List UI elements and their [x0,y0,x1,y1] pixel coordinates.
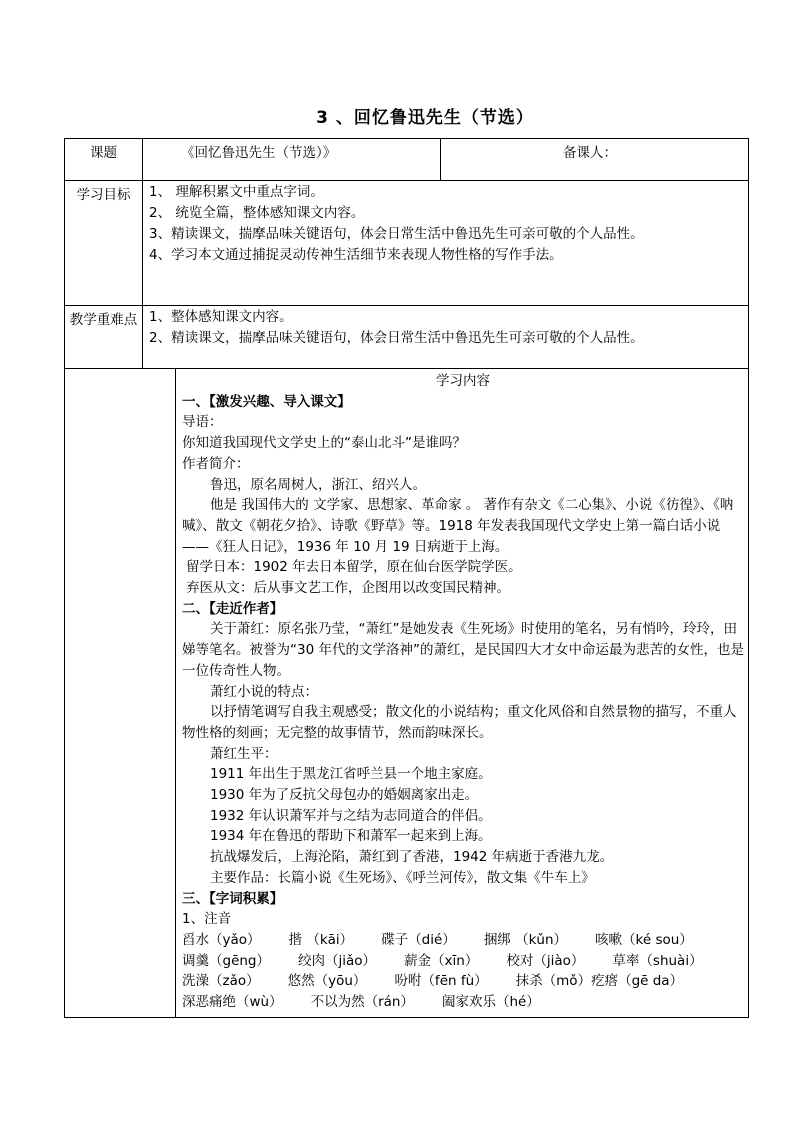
author-paragraph: 弃医从文：后从事文艺工作，企图用以改变国民精神。 [186,580,510,597]
lead-label: 导语： [182,414,223,431]
pinyin-item: 揩 （kāi） [288,931,354,948]
topic-value: 《回忆鲁迅先生（节选）》 [143,139,441,181]
life-item: 1930 年为了反抗父母包办的婚姻离家出走。 [210,787,479,804]
pinyin-item: 薪金（xīn） [404,952,479,969]
pinyin-item: 悠然（yōu） [287,973,367,990]
focus-item: 1、整体感知课文内容。 [149,309,293,325]
pinyin-item: 校对（jiào） [506,952,585,969]
pinyin-item: 绞肉（jiǎo） [298,952,377,969]
lead-question: 你知道我国现代文学史上的“泰山北斗”是谁吗？ [182,435,466,452]
pinyin-row [182,951,744,972]
goal-item: 4、学习本文通过捕捉灵动传神生活细节来表现人物性格的写作手法。 [149,247,563,263]
xiaohong-features-label: 萧红小说的特点： [210,683,318,700]
author-paragraph: 鲁迅，原名周树人，浙江、绍兴人。 [210,476,426,493]
xiaohong-features: 以抒情笔调写自我主观感受；散文化的小说结构；重文化风俗和自然景物的描写，不重人物性格的刻画；无完整的故事情节，然而韵味深长。 [182,704,737,741]
focus-item: 2、精读课文，揣摩品味关键语句，体会日常生活中鲁迅先生可亲可敬的个人品性。 [149,330,644,346]
focus-label: 教学重难点 [65,306,143,369]
pinyin-item: 碟子（dié） [381,931,456,948]
life-item: 1932 年认识萧军并与之结为志同道合的伴侣。 [210,807,492,824]
life-item: 1911 年出生于黑龙江省呼兰县一个地主家庭。 [210,766,492,783]
pinyin-row [182,971,744,992]
pinyin-item: 深恶痛绝（wù） [182,994,283,1011]
author-label: 作者简介： [182,455,250,472]
author-paragraph: 留学日本：1902 年去日本留学，原在仙台医学院学医。 [186,559,522,576]
left-margin-cell [65,369,176,1018]
topic-label: 课题 [65,139,143,181]
pinyin-item: 抹杀（mǒ）疙瘩（gē da） [515,973,684,990]
pinyin-label: 1、注音 [182,911,232,928]
lesson-plan-table [64,138,749,1018]
pinyin-row [182,992,744,1013]
pinyin-item: 不以为然（rán） [310,994,414,1011]
pinyin-item: 舀水（yǎo） [182,931,261,948]
page-title: 3 、回忆鲁迅先生（节选） [316,108,534,128]
goal-item: 1、 理解积累文中重点字词。 [149,184,324,200]
goals-label: 学习目标 [65,181,143,306]
goals-list [143,181,749,306]
pinyin-item: 草率（shuài） [612,952,703,969]
author-paragraph: 他是 我国伟大的 文学家、思想家、革命家 。 著作有杂文《二心集》、小说《彷徨》、《呐喊》、散文《朝花夕拾》、诗歌《野草》等。1918 年发表我国现代文学史上第一篇白话小说——《狂人日记》，1936 年 10 月 19 日病逝于上海。 [182,497,734,555]
pinyin-item: 吩咐（fēn fù） [394,973,488,990]
content-heading: 学习内容 [436,373,490,389]
section-title: 三、【字词积累】 [182,890,284,907]
goal-item: 3、精读课文，揣摩品味关键语句，体会日常生活中鲁迅先生可亲可敬的个人品性。 [149,226,644,242]
pinyin-item: 咳嗽（ké sou） [595,931,693,948]
life-war: 抗战爆发后，上海沦陷，萧红到了香港，1942 年病逝于香港九龙。 [210,849,614,866]
pinyin-row [182,930,744,951]
section-title: 二、【走近作者】 [182,600,284,617]
pinyin-item: 阖家欢乐（hé） [442,994,540,1011]
goal-item: 2、 统览全篇，整体感知课文内容。 [149,205,365,221]
preparer-field: 备课人： [441,139,749,181]
learning-content [176,369,749,1018]
pinyin-item: 调羹（gēng） [182,952,271,969]
xiaohong-intro: 关于萧红：原名张乃莹，“萧红”是她发表《生死场》时使用的笔名，另有悄吟，玲玲，田娣等笔名。被誉为“30 年代的文学洛神”的萧红，是民国四大才女中命运最为悲苦的女性，也是一位传奇性人物。 [182,621,744,679]
pinyin-item: 洗澡（zǎo） [182,973,260,990]
pinyin-item: 捆绑 （kǔn） [483,931,568,948]
xiaohong-life-label: 萧红生平： [210,745,278,762]
main-works: 主要作品：长篇小说《生死场》、《呼兰河传》，散文集《牛车上》 [210,869,595,886]
life-item: 1934 年在鲁迅的帮助下和萧军一起来到上海。 [210,828,492,845]
focus-list [143,306,749,369]
section-title: 一、【激发兴趣、导入课文】 [182,393,351,410]
